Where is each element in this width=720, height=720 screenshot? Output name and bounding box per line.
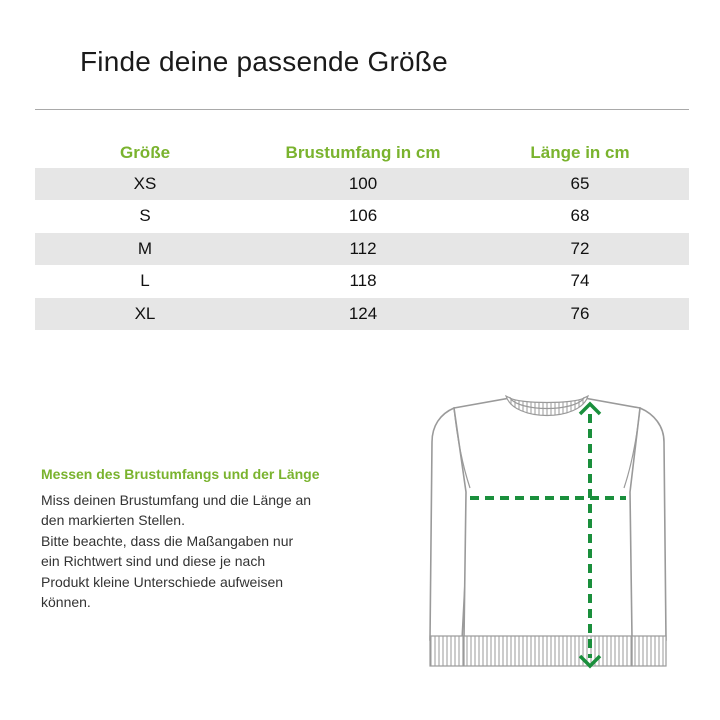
table-row bbox=[35, 233, 689, 266]
title-divider bbox=[35, 109, 689, 110]
measurement-info bbox=[41, 466, 361, 612]
table-cell-size: XS bbox=[35, 168, 255, 200]
page-title: Finde deine passende Größe bbox=[80, 46, 448, 77]
column-header-size: Größe bbox=[119, 142, 171, 162]
table-cell-size: S bbox=[35, 200, 255, 233]
table-cell-length: 76 bbox=[471, 298, 689, 331]
table-cell-size: XL bbox=[35, 298, 255, 331]
table-cell-size: M bbox=[35, 233, 255, 266]
table-header-row bbox=[35, 137, 689, 168]
table-cell-chest: 100 bbox=[255, 168, 471, 200]
table-cell-chest: 124 bbox=[255, 298, 471, 331]
measurement-text-line: Produkt kleine Unterschiede aufweisen bbox=[41, 573, 284, 590]
table-cell-length: 68 bbox=[471, 200, 689, 233]
measurement-text bbox=[41, 490, 361, 612]
measurement-text-line: Miss deinen Brustumfang und die Länge an bbox=[41, 492, 312, 508]
column-header-chest: Brustumfang in cm bbox=[285, 142, 441, 162]
column-header-length: Länge in cm bbox=[530, 142, 630, 162]
table-row bbox=[35, 168, 689, 200]
measurement-text-line: können. bbox=[41, 594, 91, 611]
table-cell-length: 65 bbox=[471, 168, 689, 200]
table-row bbox=[35, 200, 689, 233]
table-cell-chest: 118 bbox=[255, 265, 471, 298]
sweater-measurement-icon bbox=[418, 390, 678, 680]
table-row bbox=[35, 265, 689, 298]
table-cell-chest: 106 bbox=[255, 200, 471, 233]
table-cell-length: 72 bbox=[471, 233, 689, 266]
measurement-text-line: ein Richtwert sind und diese je nach bbox=[41, 553, 266, 570]
table-row bbox=[35, 298, 689, 331]
table-cell-chest: 112 bbox=[255, 233, 471, 266]
measurement-heading: Messen des Brustumfangs und der Länge bbox=[41, 466, 320, 482]
table-cell-size: L bbox=[35, 265, 255, 298]
measurement-text-line: den markierten Stellen. bbox=[41, 512, 185, 529]
size-table bbox=[35, 137, 689, 331]
measurement-text-line: Bitte beachte, dass die Maßangaben nur bbox=[41, 532, 294, 549]
table-cell-length: 74 bbox=[471, 265, 689, 298]
